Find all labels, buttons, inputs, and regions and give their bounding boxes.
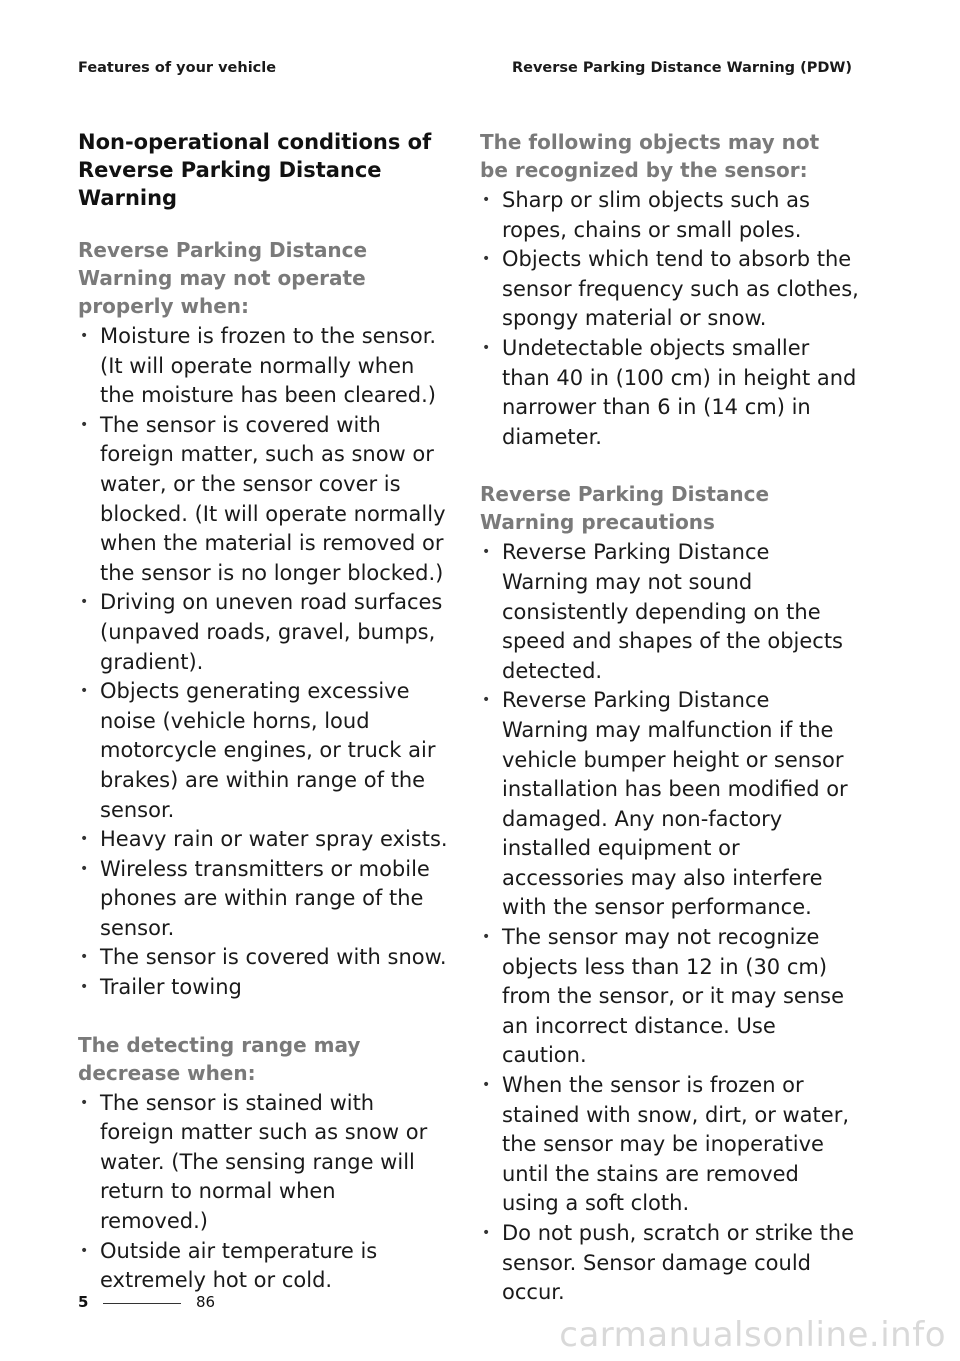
list-item: • Do not push, scratch or strike the sensor. Sensor damage could occur. bbox=[480, 1219, 862, 1308]
list-item: • When the sensor is frozen or stained with snow, dirt, or water, the sensor may be inoperative until the stains are removed using a soft cloth. bbox=[480, 1071, 862, 1219]
list-item: • Reverse Parking Distance Warning may malfunction if the vehicle bumper height or sensor installation has been modified or damaged. Any non-factory installed equipment or accessories may also interfere with the sensor performance. bbox=[480, 686, 862, 923]
subsection-heading: Reverse Parking Distance Warning may not operate properly when: bbox=[78, 238, 368, 318]
footer-divider bbox=[103, 1303, 181, 1304]
subsection-heading: Reverse Parking Distance Warning precautions bbox=[480, 482, 770, 535]
list-item: • The sensor may not recognize objects less than 12 in (30 cm) from the sensor, or it may sense an incorrect distance. Use caution. bbox=[480, 923, 862, 1071]
page-number: 86 bbox=[196, 1293, 216, 1311]
running-header-topic: Reverse Parking Distance Warning (PDW) bbox=[511, 60, 852, 76]
list-item: • Heavy rain or water spray exists. bbox=[78, 825, 450, 855]
list-item: • Wireless transmitters or mobile phones are within range of the sensor. bbox=[78, 855, 450, 944]
list-item: • The sensor is stained with foreign matter such as snow or water. (The sensing range will return to normal when removed.) bbox=[78, 1089, 450, 1237]
right-column bbox=[480, 128, 862, 1308]
list-item: • Undetectable objects smaller than 40 in (100 cm) in height and narrower than 6 in (14 cm) in diameter. bbox=[480, 334, 862, 452]
bullet-list bbox=[480, 538, 862, 1307]
list-item: • The sensor is covered with snow. bbox=[78, 943, 450, 973]
subsection-heading: The following objects may not be recognized by the sensor: bbox=[480, 130, 820, 182]
bullet-list bbox=[78, 1089, 450, 1296]
chapter-number: 5 bbox=[78, 1293, 89, 1311]
list-item: • Trailer towing bbox=[78, 973, 450, 1003]
list-item: • Moisture is frozen to the sensor. (It will operate normally when the moisture has been cleared.) bbox=[78, 322, 450, 411]
list-item: • Reverse Parking Distance Warning may not sound consistently depending on the speed and shapes of the objects detected. bbox=[480, 538, 862, 686]
left-column bbox=[78, 128, 450, 1296]
list-item: • Objects generating excessive noise (vehicle horns, loud motorcycle engines, or truck air brakes) are within range of the sensor. bbox=[78, 677, 450, 825]
section-title: Non-operational conditions of Reverse Parking Distance Warning bbox=[78, 130, 432, 210]
bullet-list bbox=[480, 186, 862, 452]
list-item: • Objects which tend to absorb the sensor frequency such as clothes, spongy material or snow. bbox=[480, 245, 862, 334]
running-header-section: Features of your vehicle bbox=[78, 60, 277, 76]
list-item: • Outside air temperature is extremely hot or cold. bbox=[78, 1237, 450, 1296]
bullet-list bbox=[78, 322, 450, 1003]
watermark-text: carmanualsonline.info bbox=[559, 1315, 946, 1355]
list-item: • Sharp or slim objects such as ropes, chains or small poles. bbox=[480, 186, 862, 245]
subsection-heading: The detecting range may decrease when: bbox=[78, 1032, 361, 1085]
list-item: • Driving on uneven road surfaces (unpaved roads, gravel, bumps, gradient). bbox=[78, 588, 450, 677]
list-item: • The sensor is covered with foreign matter, such as snow or water, or the sensor cover is blocked. (It will operate normally when the material is removed or the sensor is no longer blocked.) bbox=[78, 411, 450, 589]
